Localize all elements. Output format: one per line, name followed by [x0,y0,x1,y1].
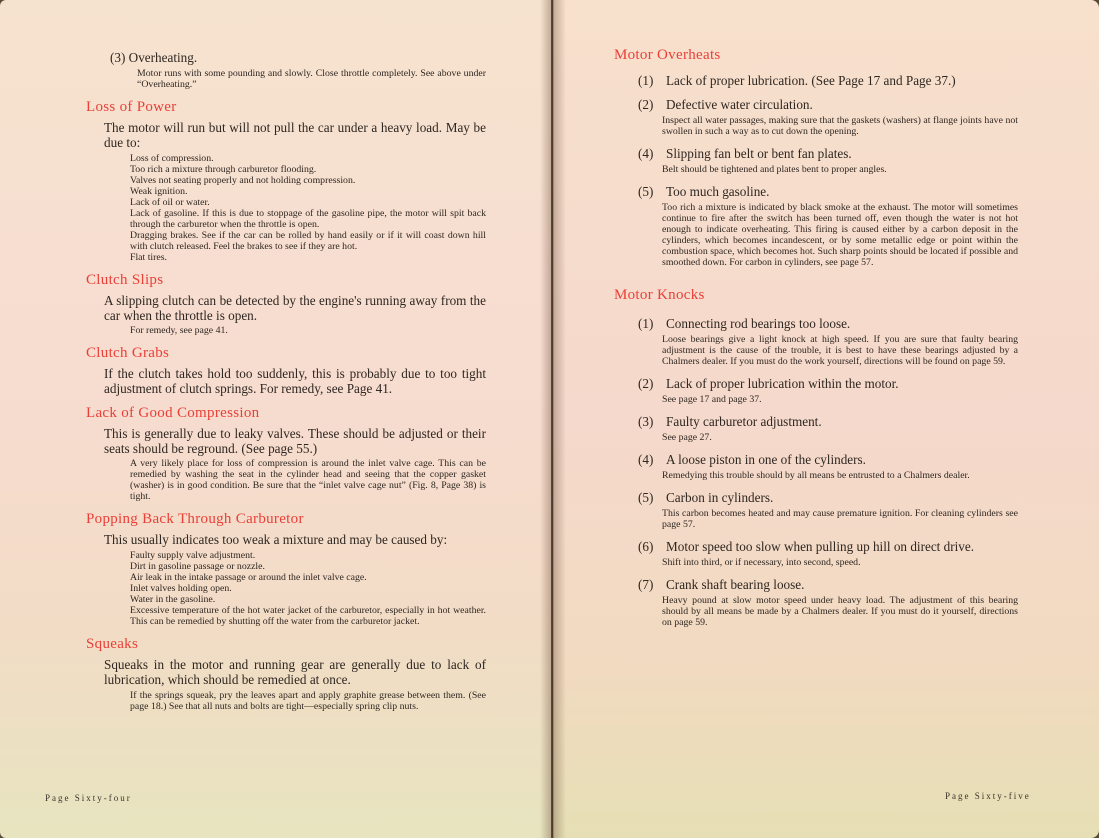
section-compression [86,404,486,502]
item-title-text: Slipping fan belt or bent fan plates. [666,146,852,161]
item-number: (1) [638,73,654,88]
item-number: (7) [638,577,654,592]
section-heading: Clutch Slips [86,272,164,288]
item-title [638,577,1018,592]
item-title [638,414,1018,429]
item-number: (3) [638,414,654,429]
left-page-content [86,50,486,712]
section-heading: Lack of Good Compression [86,405,260,421]
item-title-text: Too much gasoline. [666,184,770,199]
list-item: Excessive temperature of the hot water jacket of the carburetor, especially in hot weather. This can be remedied by shutting off the water from the carburetor jacket. [130,605,486,627]
section-intro: If the clutch takes hold too suddenly, this is probably due to too tight adjustment of clutch springs. For remedy, see Page 41. [104,366,486,396]
section-clutch-grabs [86,344,486,396]
page-number: Page Sixty-five [945,791,1031,801]
item-text: Loose bearings give a light knock at high speed. If you are sure that faulty bearing adjustment is the cause of the trouble, it is best to have these bearings adjusted by a Chalmers dealer. If you must do the work yourself, directions will be found on page 59. [662,334,1018,367]
section-popping-back [86,510,486,627]
item-title [638,73,1018,88]
item-title-text: Defective water circulation. [666,97,813,112]
cause-list [130,550,486,627]
list-item: Faulty supply valve adjustment. [130,550,256,561]
list-item: Air leak in the intake passage or around the inlet valve cage. [130,572,367,583]
item-title [638,490,1018,505]
numbered-item [638,539,1018,568]
list-item: Valves not seating properly and not holding compression. [130,175,356,186]
item-number: (6) [638,539,654,554]
item-title [638,452,1018,467]
item-title-text: Motor speed too slow when pulling up hill on direct drive. [666,539,975,554]
right-page-content [614,46,1018,628]
item-number: (5) [638,490,654,505]
numbered-item [638,316,1018,367]
cause-list [130,153,486,263]
list-item: Inlet valves holding open. [130,583,232,594]
knocks-list [614,316,1018,628]
list-item: Water in the gasoline. [130,594,216,605]
item-text: This carbon becomes heated and may cause premature ignition. For cleaning cylinders see page 57. [662,508,1018,530]
section-heading: Squeaks [86,636,139,652]
item-number: (2) [638,376,654,391]
section-heading: Loss of Power [86,99,177,115]
item-number: (4) [638,452,654,467]
item-number: (2) [638,97,654,112]
item-title [638,97,1018,112]
overheats-list [614,73,1018,268]
item-number: (4) [638,146,654,161]
item-text: Motor runs with some pounding and slowly. Close throttle completely. See above under “Overheating.” [137,68,486,90]
item-title: (3) Overheating. [110,50,198,65]
page-number: Page Sixty-four [45,793,132,803]
list-item: Dragging brakes. See if the car can be rolled by hand easily or if it will coast down hill with clutch released. Feel the brakes to see if they are hot. [130,230,486,252]
overheating-3 [110,50,486,90]
list-item: Lack of oil or water. [130,197,210,208]
item-text: Inspect all water passages, making sure that the gaskets (washers) at flange joints have not swollen in such a way as to cut down the opening. [662,115,1018,137]
section-squeaks [86,635,486,712]
item-title-text: Connecting rod bearings too loose. [666,316,851,331]
numbered-item [638,490,1018,530]
section-heading: Popping Back Through Carburetor [86,511,304,527]
item-title [638,316,1018,331]
section-note: If the springs squeak, pry the leaves apart and apply graphite grease between them. (See page 18.) See that all nuts and bolts are tight—especially spring clip nuts. [130,690,486,712]
item-number: (5) [638,184,654,199]
item-text: Remedying this trouble should by all means be entrusted to a Chalmers dealer. [662,470,970,481]
section-heading: Motor Knocks [614,287,705,303]
list-item: Loss of compression. [130,153,214,164]
numbered-item [638,376,1018,405]
item-text: See page 27. [662,432,712,443]
numbered-item [638,184,1018,268]
item-number: (1) [638,316,654,331]
section-note: For remedy, see page 41. [130,325,228,336]
section-intro: This usually indicates too weak a mixture and may be caused by: [104,532,448,547]
list-item: Flat tires. [130,252,168,263]
item-text: Belt should be tightened and plates bent to proper angles. [662,164,887,175]
item-title [638,184,1018,199]
numbered-item [638,146,1018,175]
item-title-text: Faulty carburetor adjustment. [666,414,822,429]
numbered-item [638,97,1018,137]
numbered-item [638,577,1018,628]
section-intro: This is generally due to leaky valves. These should be adjusted or their seats should be reground. (See page 55.) [104,426,486,456]
item-text: Shift into third, or if necessary, into second, speed. [662,557,861,568]
section-intro: Squeaks in the motor and running gear are generally due to lack of lubrication, which should be remedied at once. [104,657,486,687]
section-clutch-slips [86,271,486,336]
item-text: See page 17 and page 37. [662,394,762,405]
section-loss-of-power [86,98,486,263]
right-page [553,0,1099,838]
item-text: Too rich a mixture is indicated by black smoke at the exhaust. The motor will sometimes continue to fire after the switch has been turned off, even though the water is not hot enough to indicate overheating. This firing is caused either by a carbon deposit in the cylinders, which becomes incandescent, or by some metallic edge or point within the combustion space, which becomes hot. Such sharp points should be located if possible and smoothed down. For carbon in cylinders, see page 57. [662,202,1018,268]
item-title [638,539,1018,554]
item-title [638,376,1018,391]
item-text: Heavy pound at slow motor speed under heavy load. The adjustment of this bearing should by all means be made by a Chalmers dealer. If you must do it yourself, directions on page 59. [662,595,1018,628]
numbered-item [638,452,1018,481]
section-motor-knocks [614,286,1018,628]
list-item: Dirt in gasoline passage or nozzle. [130,561,265,572]
section-heading: Clutch Grabs [86,345,170,361]
item-title-text: Lack of proper lubrication. (See Page 17 and Page 37.) [666,73,956,88]
item-title-text: Lack of proper lubrication within the motor. [666,376,899,391]
numbered-item [638,414,1018,443]
numbered-item [638,73,1018,88]
list-item: Too rich a mixture through carburetor flooding. [130,164,317,175]
section-note: A very likely place for loss of compression is around the inlet valve cage. This can be remedied by washing the seat in the cylinder head and seeing that the copper gasket (washer) is in good condition. Be sure that the “inlet valve cage nut” (Fig. 8, Page 38) is tight. [130,458,486,502]
item-title [638,146,1018,161]
item-title-text: Crank shaft bearing loose. [666,577,805,592]
item-title-text: Carbon in cylinders. [666,490,774,505]
section-intro: A slipping clutch can be detected by the engine's running away from the car when the throttle is open. [104,293,486,323]
section-heading: Motor Overheats [614,47,721,63]
item-title-text: A loose piston in one of the cylinders. [666,452,866,467]
list-item: Weak ignition. [130,186,188,197]
section-intro: The motor will run but will not pull the car under a heavy load. May be due to: [104,120,486,150]
list-item: Lack of gasoline. If this is due to stoppage of the gasoline pipe, the motor will spit back through the carburetor when the throttle is open. [130,208,486,230]
section-motor-overheats [614,46,1018,268]
